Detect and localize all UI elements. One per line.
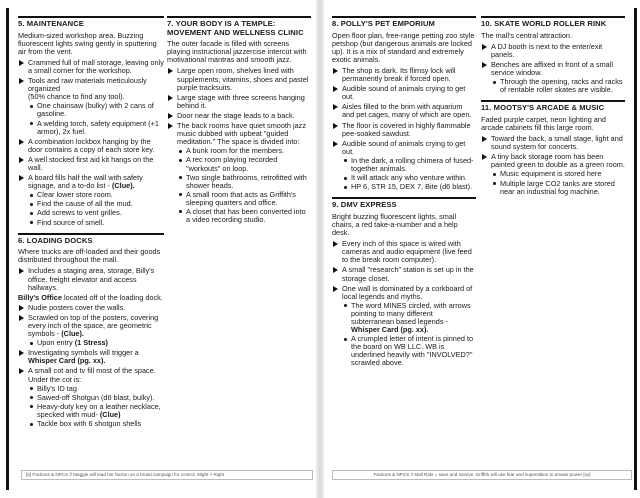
sub-list-item: [28, 403, 164, 419]
list-item-text: A tiny back storage room has been painted green to double as a green room.: [491, 152, 625, 170]
list-item: A well stocked first aid kit hangs on the wall.: [18, 156, 164, 172]
right-column-1: [332, 16, 476, 374]
list-item: Large open room, shelves lined with supplements, vitamins, shoes and pastel purple tracksuits.: [167, 67, 311, 91]
list-item-text: Benches are affixed in front of a small service window.: [491, 59, 613, 77]
section-temple: [167, 16, 311, 224]
sub-list-item: A rec room playing recorded "workouts" on loop.: [177, 156, 311, 172]
sub-list-item: Multiple large CO2 tanks are stored near an industrial fog machine.: [491, 180, 625, 196]
sub-list: [28, 339, 164, 347]
bullet-list: [332, 67, 476, 191]
page-footer: Factions & NPCS // Mall Rats = save and survive. Griffith will use fear and superstition to amass power [xx]: [332, 470, 632, 480]
section-dmv-express: [332, 197, 476, 367]
sub-list-item: Billy's ID tag: [28, 385, 164, 393]
section-intro: Bright buzzing fluorescent lights, small chairs, a red take-a-number and a help desk.: [332, 211, 458, 238]
sub-list-item: Through the opening, racks and racks of rentable roller skates are visible.: [491, 78, 625, 94]
list-item-text: The back rooms have quiet smooth jazz music dubbed with upbeat "guided meditation." The space is divided into:: [177, 121, 306, 147]
clue-tag: (Clue): [97, 409, 121, 419]
list-item: A DJ booth is next to the enter/exit panels.: [481, 43, 625, 59]
list-item: Includes a staging area, storage, Billy's office, freight elevator and access hallways.: [18, 267, 164, 291]
bullet-list: [167, 67, 311, 224]
section-title: 8. POLLY'S PET EMPORIUM: [332, 16, 476, 29]
right-page: [328, 8, 637, 490]
sub-list-text: The word MINES circled, with arrows pointing to many different subterranean based legends -: [351, 300, 471, 326]
list-item-text: A board fills half the wall with safety signage, and a to-do list -: [28, 173, 143, 191]
list-item: Crammed full of mall storage, leaving only a small corner for the workshop.: [18, 59, 164, 75]
list-item: The shop is dark. Its flimsy lock will permanently break if forced open.: [332, 67, 476, 83]
clue-tag: (Clue).: [59, 329, 84, 339]
section-title: 7. YOUR BODY IS A TEMPLE: MOVEMENT AND WELLNESS CLINIC: [167, 16, 311, 37]
section-maintenance: [18, 16, 164, 227]
list-item: Audible sound of animals crying to get out.: [332, 85, 476, 101]
sub-list: [28, 191, 164, 226]
sub-list-item: A crumpled letter of intent is pinned to the board on WB LLC. WB is underlined heavily with "INVOLVED?" scrawled above.: [342, 335, 476, 367]
list-item-text: Audible sound of animals crying to get out.: [342, 138, 466, 156]
list-item: The floor is covered in highly flammable pee-soaked sawdust.: [332, 122, 476, 138]
list-item: [481, 153, 625, 195]
sub-list-item: Add screws to vent grilles.: [28, 209, 164, 217]
section-intro: Faded purple carpet, neon lighting and arcade cabinets fill this large room.: [481, 114, 606, 132]
list-item: Door near the stage leads to a back.: [167, 112, 311, 120]
list-item: A combination lockbox hanging by the door contains a copy of each store key.: [18, 138, 164, 154]
section-intro: Open floor plan, free-range petting zoo style petshop (but dangerous animals are locked up). It is a mix of standard and extremely exotic animals.: [332, 30, 475, 64]
bullet-list: [18, 304, 164, 428]
sub-list-item: It will attack any who venture within.: [342, 174, 476, 182]
list-item: [18, 77, 164, 136]
sub-list: [28, 102, 164, 135]
bullet-list: [18, 59, 164, 227]
section-title: 6. LOADING DOCKS: [18, 233, 164, 246]
sub-list: [177, 147, 311, 224]
list-item: [18, 174, 164, 227]
list-item: [18, 314, 164, 347]
list-item: [332, 285, 476, 368]
list-item-text: A small cot and tv fill most of the space. Under the cot is:: [28, 366, 156, 384]
sub-list-item: [28, 339, 164, 347]
section-title: 9. DMV EXPRESS: [332, 197, 476, 210]
sub-list-item: Find source of smell.: [28, 219, 164, 227]
sub-list-item: Two single bathrooms, retrofitted with shower heads.: [177, 174, 311, 190]
office-text: located off of the loading dock.: [61, 292, 163, 302]
bullet-list: [332, 240, 476, 367]
section-title: 10. SKATE WORLD ROLLER RINK: [481, 16, 625, 29]
sub-list-item: A bunk room for the members.: [177, 147, 311, 155]
sub-list-item: A closet that has been converted into a video recording studio.: [177, 208, 311, 224]
section-intro: Medium-sized workshop area. Buzzing fluorescent lights swing gently in sputtering air from the vent.: [18, 30, 157, 56]
clue-tag: (Clue).: [109, 181, 135, 191]
sub-list-item: [342, 302, 476, 334]
sub-list-text: Heavy-duty key on a leather necklace, specked with mud-: [37, 401, 161, 419]
sub-list-item: In the dark, a rolling chimera of fused-together animals.: [342, 157, 476, 173]
list-item-note: (50% chance to find any tool).: [28, 92, 125, 102]
left-column-2: [167, 16, 311, 230]
stress-tag: (1 Stress): [72, 338, 108, 348]
sub-list: [491, 170, 625, 195]
sub-list-item: Clear lower store room.: [28, 191, 164, 199]
book-gutter: [316, 0, 324, 498]
left-column-1: [18, 16, 164, 434]
sub-list-item: A welding torch, safety equipment (+1 armor), 2x fuel.: [28, 120, 164, 136]
sub-list-item: HP 6, STR 15, DEX 7, Bite (d6 blast).: [342, 183, 476, 191]
whisper-card-ref: Whisper Card (pg. xx).: [351, 325, 429, 335]
sub-list: [342, 157, 476, 191]
section-intro: The mall's central attraction.: [481, 30, 573, 40]
bullet-list: [481, 135, 625, 196]
office-label: Billy's Office: [18, 292, 62, 302]
bullet-list: [18, 267, 164, 291]
list-item-text: Scrawled on top of the posters, covering every inch of the space, are geometric symbols -: [28, 312, 159, 339]
sub-list-item: One chainsaw (bulky) with 2 cans of gasoline.: [28, 102, 164, 118]
list-item-text: Tools and raw materials meticulously organized: [28, 76, 147, 94]
bullet-list: [481, 43, 625, 95]
list-item: Nudie posters cover the walls.: [18, 304, 164, 312]
list-item: Every inch of this space is wired with cameras and audio equipment (live feed to the break room computer).: [332, 240, 476, 264]
list-item-text: One wall is dominated by a corkboard of local legends and myths.: [342, 283, 473, 301]
section-intro: The outer facade is filled with screens playing instructional jazzercise intercut with motivational mantras and smooth jazz.: [167, 39, 307, 65]
left-page: [6, 8, 315, 490]
sub-list: [342, 302, 476, 368]
list-item: [167, 122, 311, 224]
section-loading-docks: [18, 233, 164, 428]
office-paragraph: [18, 294, 164, 302]
list-item: [481, 61, 625, 94]
list-item: Aisles filled to the brim with aquarium and pet cages, many of which are open.: [332, 103, 476, 119]
sub-list: [491, 78, 625, 94]
sub-list: [28, 385, 164, 428]
sub-list-item: Find the cause of all the mud.: [28, 200, 164, 208]
list-item: [332, 140, 476, 192]
section-skate-world: [481, 16, 625, 94]
sub-list-item: Tackle box with 6 shotgun shells: [28, 420, 164, 428]
sub-list-text: Upon entry: [37, 338, 73, 348]
list-item: Toward the back, a small stage, light and sound system for concerts.: [481, 135, 625, 151]
list-item-text: Investigating symbols will trigger a: [28, 348, 139, 358]
sub-list-item: A small room that acts as Griffith's sleeping quarters and office.: [177, 191, 311, 207]
sub-list-item: Music equipment is stored here: [491, 170, 625, 178]
right-column-2: [481, 16, 625, 202]
whisper-card-ref: Whisper Card (pg. xx).: [28, 356, 106, 366]
list-item: [18, 349, 164, 365]
page-footer: [6] Factions & NPCS // Maggie will lead her faction on a brutal campaign for control. Might > Right: [21, 470, 313, 480]
list-item: A small "research" station is set up in the storage closet.: [332, 266, 476, 282]
section-mootsys-arcade: [481, 100, 625, 195]
section-title: 5. MAINTENANCE: [18, 16, 164, 29]
section-polly-pet-emporium: [332, 16, 476, 191]
list-item: Large stage with three screens hanging behind it.: [167, 94, 311, 110]
section-title: 11. MOOTSY'S ARCADE & MUSIC: [481, 100, 625, 113]
section-intro: Where trucks are off-loaded and their goods distributed throughout the mall.: [18, 247, 161, 265]
sub-list-item: Sawed-off Shotgun (d6 blast, bulky).: [28, 394, 164, 402]
list-item: [18, 367, 164, 428]
